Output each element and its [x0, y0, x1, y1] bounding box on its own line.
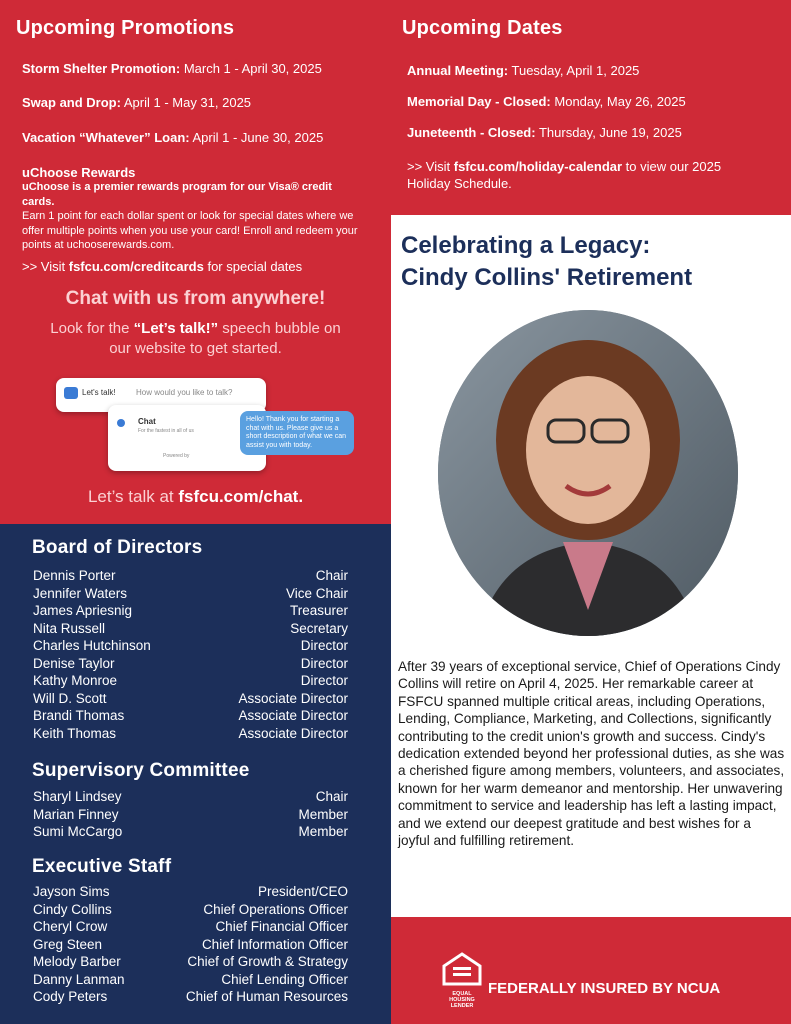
chat-subtitle: Look for the “Let’s talk!” speech bubble on our website to get started.: [50, 320, 341, 357]
date-item: Memorial Day - Closed: Monday, May 26, 2025: [407, 94, 686, 109]
promo-item: Storm Shelter Promotion: March 1 - April 30, 2025: [22, 61, 322, 76]
uchoose-title: uChoose Rewards: [22, 165, 136, 180]
ncua-text: FEDERALLY INSURED BY NCUA: [488, 980, 721, 997]
creditcards-link[interactable]: fsfcu.com/creditcards: [68, 259, 204, 274]
supervisory-list: [33, 788, 348, 841]
article-body: After 39 years of exceptional service, Chief of Operations Cindy Collins will retire on April 4, 2025. Her remarkable career at FSFCU spanned multiple critical areas, including Operations, Lending, Compliance, Marketing, and Collections, significantly contributing to the credit union's growth and success. Cindy's dedication extended beyond her professional duties, as she was a cherished figure among members, volunteers, and associates, known for her warm demeanor and mentorship. Her unwavering commitment to service and leadership has left a lasting impact, and we extend our deepest gratitude and best wishes for a joyful and fulfilling retirement.: [398, 659, 785, 849]
chat-footer: Let’s talk at fsfcu.com/chat.: [87, 487, 304, 506]
executive-row: Cheryl Crow Chief Financial Officer: [33, 919, 348, 934]
board-row: Nita Russell Secretary: [33, 620, 348, 636]
promotions-heading: Upcoming Promotions: [16, 17, 235, 39]
mock-lets-talk: Let's talk!: [82, 388, 116, 397]
board-row: Jennifer Waters Vice Chair: [33, 585, 348, 601]
article-title: Celebrating a Legacy: Cindy Collins' Retirement: [401, 232, 693, 291]
mock-question: How would you like to talk?: [136, 388, 233, 397]
board-row: Dennis Porter Chair: [33, 568, 348, 583]
board-row: Brandi Thomas Associate Director: [33, 708, 348, 723]
board-row: Denise Taylor Director: [33, 655, 348, 671]
mock-option-sub: For the fastest in all of us: [138, 428, 194, 434]
ehl-text: EQUAL HOUSING LENDER: [449, 991, 475, 1009]
supervisory-row: Sumi McCargo Member: [33, 824, 348, 839]
uchoose-bold-line: uChoose is a premier rewards program for our Visa® credit cards.: [22, 181, 332, 208]
board-heading: Board of Directors: [32, 537, 203, 558]
mock-powered: Powered by: [163, 453, 190, 459]
equal-housing-logo: [442, 952, 482, 1009]
board-row: Charles Hutchinson Director: [33, 638, 348, 653]
supervisory-row: Marian Finney Member: [33, 806, 348, 822]
uchoose-body: Earn 1 point for each dollar spent or look for special dates where we offer multiple points when you use your card! Enroll and redeem your points at uchooserewards.com.: [22, 210, 358, 251]
chat-option-icon: [117, 419, 125, 427]
board-row: Will D. Scott Associate Director: [33, 690, 348, 706]
executive-row: Cindy Collins Chief Operations Officer: [33, 901, 348, 917]
supervisory-heading: Supervisory Committee: [32, 760, 250, 781]
executive-heading: Executive Staff: [32, 856, 172, 877]
executive-row: Melody Barber Chief of Growth & Strategy: [33, 954, 348, 969]
dates-heading: Upcoming Dates: [402, 17, 563, 39]
supervisory-row: Sharyl Lindsey Chair: [33, 789, 348, 804]
executive-list: [33, 883, 348, 1006]
executive-row: Jayson Sims President/CEO: [33, 884, 348, 899]
board-row: James Apriesnig Treasurer: [33, 603, 348, 618]
date-item: Annual Meeting: Tuesday, April 1, 2025: [407, 63, 640, 78]
portrait-illustration: [438, 310, 738, 636]
executive-row: Greg Steen Chief Information Officer: [33, 936, 348, 952]
holiday-visit: >> Visit fsfcu.com/holiday-calendar to view our 2025 Holiday Schedule.: [407, 159, 722, 191]
mock-option-title: Chat: [138, 417, 156, 426]
house-icon: [442, 952, 482, 986]
board-row: Kathy Monroe Director: [33, 673, 348, 688]
board-list: [33, 567, 348, 742]
uchoose-block: [22, 165, 367, 253]
promo-item: Vacation “Whatever” Loan: April 1 - June 30, 2025: [22, 130, 324, 145]
speech-bubble-icon: [64, 387, 78, 399]
chat-link[interactable]: fsfcu.com/chat.: [178, 487, 304, 506]
chat-mock-bubble: Hello! Thank you for starting a chat with us. Please give us a short description of what we can assist you with today.: [240, 411, 354, 455]
chat-title: Chat with us from anywhere!: [65, 288, 326, 309]
board-row: Keith Thomas Associate Director: [33, 725, 348, 741]
executive-row: Danny Lanman Chief Lending Officer: [33, 971, 348, 987]
holiday-calendar-link[interactable]: fsfcu.com/holiday-calendar: [453, 159, 623, 174]
portrait-photo: [438, 310, 738, 636]
promo-item: Swap and Drop: April 1 - May 31, 2025: [22, 95, 252, 110]
date-item: Juneteenth - Closed: Thursday, June 19, 2025: [407, 125, 682, 140]
executive-row: Cody Peters Chief of Human Resources: [33, 989, 348, 1004]
creditcards-visit: >> Visit fsfcu.com/creditcards for special dates: [22, 259, 303, 274]
